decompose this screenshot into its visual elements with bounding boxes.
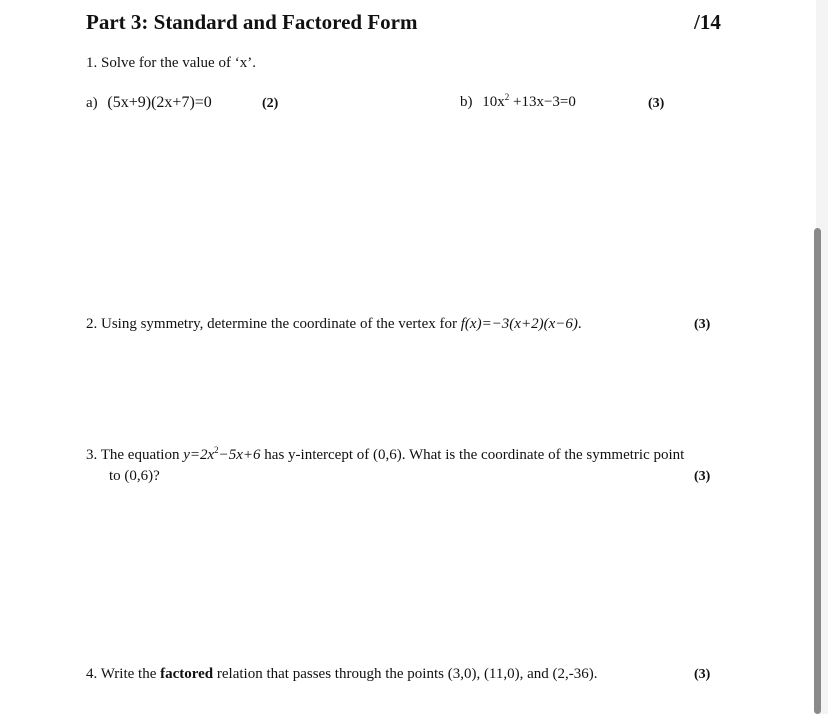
question-1b-label: b) bbox=[460, 94, 473, 110]
question-3-eq-tail: −5x+6 bbox=[218, 447, 261, 463]
question-4 bbox=[86, 666, 598, 683]
question-3-rest: has y-intercept of (0,6). What is the coordinate of the symmetric point bbox=[264, 447, 685, 463]
question-2 bbox=[86, 316, 582, 333]
question-1b bbox=[460, 94, 576, 111]
question-2-period: . bbox=[577, 316, 582, 332]
question-3 bbox=[86, 447, 684, 464]
question-4-marks: (3) bbox=[694, 667, 711, 682]
question-3-exponent: 2 bbox=[214, 445, 219, 455]
question-1a-equation: (5x+9)(2x+7)=0 bbox=[107, 94, 212, 111]
question-3-eq-lead: y=2x bbox=[183, 447, 215, 463]
question-1b-marks: (3) bbox=[648, 96, 665, 111]
question-1-prompt: 1. Solve for the value of ‘x’. bbox=[86, 55, 256, 71]
question-3-equation bbox=[183, 447, 260, 463]
total-score: /14 bbox=[694, 10, 721, 34]
question-1b-exponent: 2 bbox=[504, 92, 510, 102]
question-1a-label: a) bbox=[86, 95, 98, 111]
question-1b-eq-lead: 10x bbox=[482, 94, 505, 110]
question-4-lead: 4. Write the bbox=[86, 666, 157, 682]
question-3-line2: to (0,6)? bbox=[109, 468, 160, 484]
question-2-marks: (3) bbox=[694, 317, 711, 332]
page-title: Part 3: Standard and Factored Form bbox=[86, 10, 418, 34]
question-4-rest: relation that passes through the points (3,0), (11,0), and (2,-36). bbox=[216, 666, 598, 682]
question-1a-marks: (2) bbox=[262, 96, 279, 111]
question-1b-eq-tail: +13x−3=0 bbox=[509, 94, 576, 110]
question-4-bold-word: factored bbox=[160, 666, 214, 682]
question-3-lead: 3. The equation bbox=[86, 447, 180, 463]
question-3-marks: (3) bbox=[694, 469, 711, 484]
question-1b-equation bbox=[482, 94, 576, 110]
question-1a bbox=[86, 94, 212, 112]
question-2-text: 2. Using symmetry, determine the coordinate of the vertex for bbox=[86, 316, 457, 332]
scrollbar-thumb[interactable] bbox=[814, 228, 821, 714]
question-2-function: f(x)=−3(x+2)(x−6) bbox=[460, 316, 578, 332]
